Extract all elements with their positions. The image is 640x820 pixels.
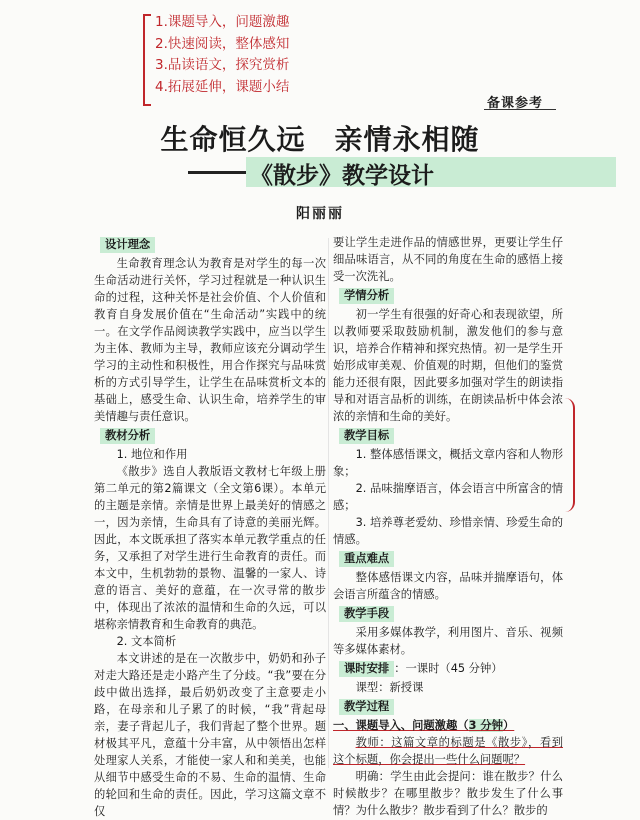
design-concept-paragraph: 生命教育理念认为教育是对学生的每一次生命活动进行关怀，学习过程就是一种认识生命的过程，这种关怀是社会价值、个人价值和教育自身发展价值在“生命活动”实践中的统一。在文学作品阅读教学实践中，应当以学生为主体、教师为主导，教师应该充分调动学生学习的主动性和积极性，用合作探究与品味赏析的方式引导学生，让学生在品味赏析文本的基础上，感受生命、认识生命，培养学生的审美情趣与责任意识。 [94,257,326,423]
right-column [333,234,563,819]
heading-teaching-goals: 教学目标 [339,428,394,444]
left-column [94,234,326,820]
handwritten-outline-notes [143,12,308,98]
teaching-means-paragraph: 采用多媒体教学，利用图片、音乐、视频等多媒体素材。 [333,626,563,656]
lesson-type: 课型：新授课 [355,681,424,694]
goal-2: 2. 品味揣摩语言，体会语言中所富含的情感； [333,482,563,512]
heading-teaching-means: 教学手段 [339,606,394,622]
step-1-close: ） [502,719,515,732]
column-label-rule [484,109,556,110]
heading-material-analysis: 教材分析 [100,428,155,444]
student-analysis-paragraph: 初一学生有很强的好奇心和表现欲望，所以教师要采取鼓励机制，激发他们的参与意识，培养合作精神和探究热情。初一是学生开始形成审美观、价值观的时期，但他们的鉴赏能力还很有限，因此要多加强对学生的朗读指导和对语言品析的训练，在朗读品析中体会浓浓的亲情和生命的美好。 [333,308,563,423]
goal-1: 1. 整体感悟课文，概括文章内容和人物形象； [333,448,563,478]
heading-teaching-process: 教学过程 [339,699,394,715]
subtitle-dash [188,171,246,174]
outline-line-1: 1.课题导入，问题激趣 [155,14,290,30]
column-gutter [328,238,329,768]
teacher-question-paragraph: 教师：这篇文章的标题是《散步》，看到这个标题，你会提出一些什么问题呢？ [333,736,563,766]
continued-paragraph: 要让学生走进作品的情感世界，更要让学生仔细品味语言，从不同的角度在生命的感悟上接受一次洗礼。 [333,236,563,283]
outline-line-2: 2.快速阅读，整体感知 [155,35,290,52]
subheading-text-analysis: 2. 文本简析 [116,635,177,648]
subheading-position-role: 1. 地位和作用 [116,448,188,461]
step-1-title: 一、课题导入、问题激趣（ [333,719,469,732]
class-hours-line [333,658,563,679]
article-title: 生命恒久远 亲情永相随 [160,123,480,156]
answer-paragraph: 明确：学生由此会提问：谁在散步？什么时候散步？在哪里散步？散步发生了什么事情？为什么散步？散步看到了什么？散步的 [333,770,563,817]
step-1-heading [333,717,563,734]
text-analysis-paragraph: 本文讲述的是在一次散步中，奶奶和孙子对走大路还是走小路产生了分歧。“我”要在分歧中做出选择，最后奶奶改变了主意要走小路，在母亲和儿子累了的时候，“我”背起母亲，妻子背起儿子，我们背起了整个世界。题材极其平凡，意蕴十分丰富，从中领悟出怎样处理家人关系，才能使一家人和和美美，也能从细节中感受生命的不易、生命的温情、生命的轮回和生命的责任。因此，学习这篇文章不仅 [94,652,326,818]
column-label: 备课参考 [487,96,544,111]
position-role-paragraph: 《散步》选自人教版语文教材七年级上册第二单元的第2篇课文（全文第6课）。本单元的主题是亲情。亲情是世界上最美好的情感之一，因为亲情，生命具有了诗意的美丽光辉。因此，本文既承担了落实本单元教学重点的任务，又承担了对学生进行生命教育的责任。而本文中，生机勃勃的景物、温馨的一家人、诗意的语言、美好的意蕴，在一次寻常的散步中，体现出了浓浓的温情和生命的久远，可以堪称亲情教育和生命教育的典范。 [94,465,326,631]
outline-bracket [143,14,151,106]
heading-key-difficulties: 重点难点 [339,551,394,567]
author-name: 阳丽丽 [296,206,344,222]
heading-design-concept: 设计理念 [100,237,155,253]
goal-3: 3. 培养尊老爱幼、珍惜亲情、珍爱生命的情感。 [333,516,563,546]
step-1-duration: 3 分钟 [468,719,503,732]
subtitle-text: 《散步》教学设计 [250,162,434,189]
heading-student-analysis: 学情分析 [339,288,394,304]
class-hours-value: ：一课时（45 分钟） [394,662,503,675]
heading-class-hours: 课时安排 [339,661,394,677]
handwritten-side-bracket [565,398,575,512]
key-difficulties-paragraph: 整体感悟课文内容，品味并揣摩语句，体会语言所蕴含的情感。 [333,571,563,601]
outline-line-3: 3.品读语文，探究赏析 [155,57,290,73]
outline-line-4: 4.拓展延伸，课题小结 [155,78,290,95]
